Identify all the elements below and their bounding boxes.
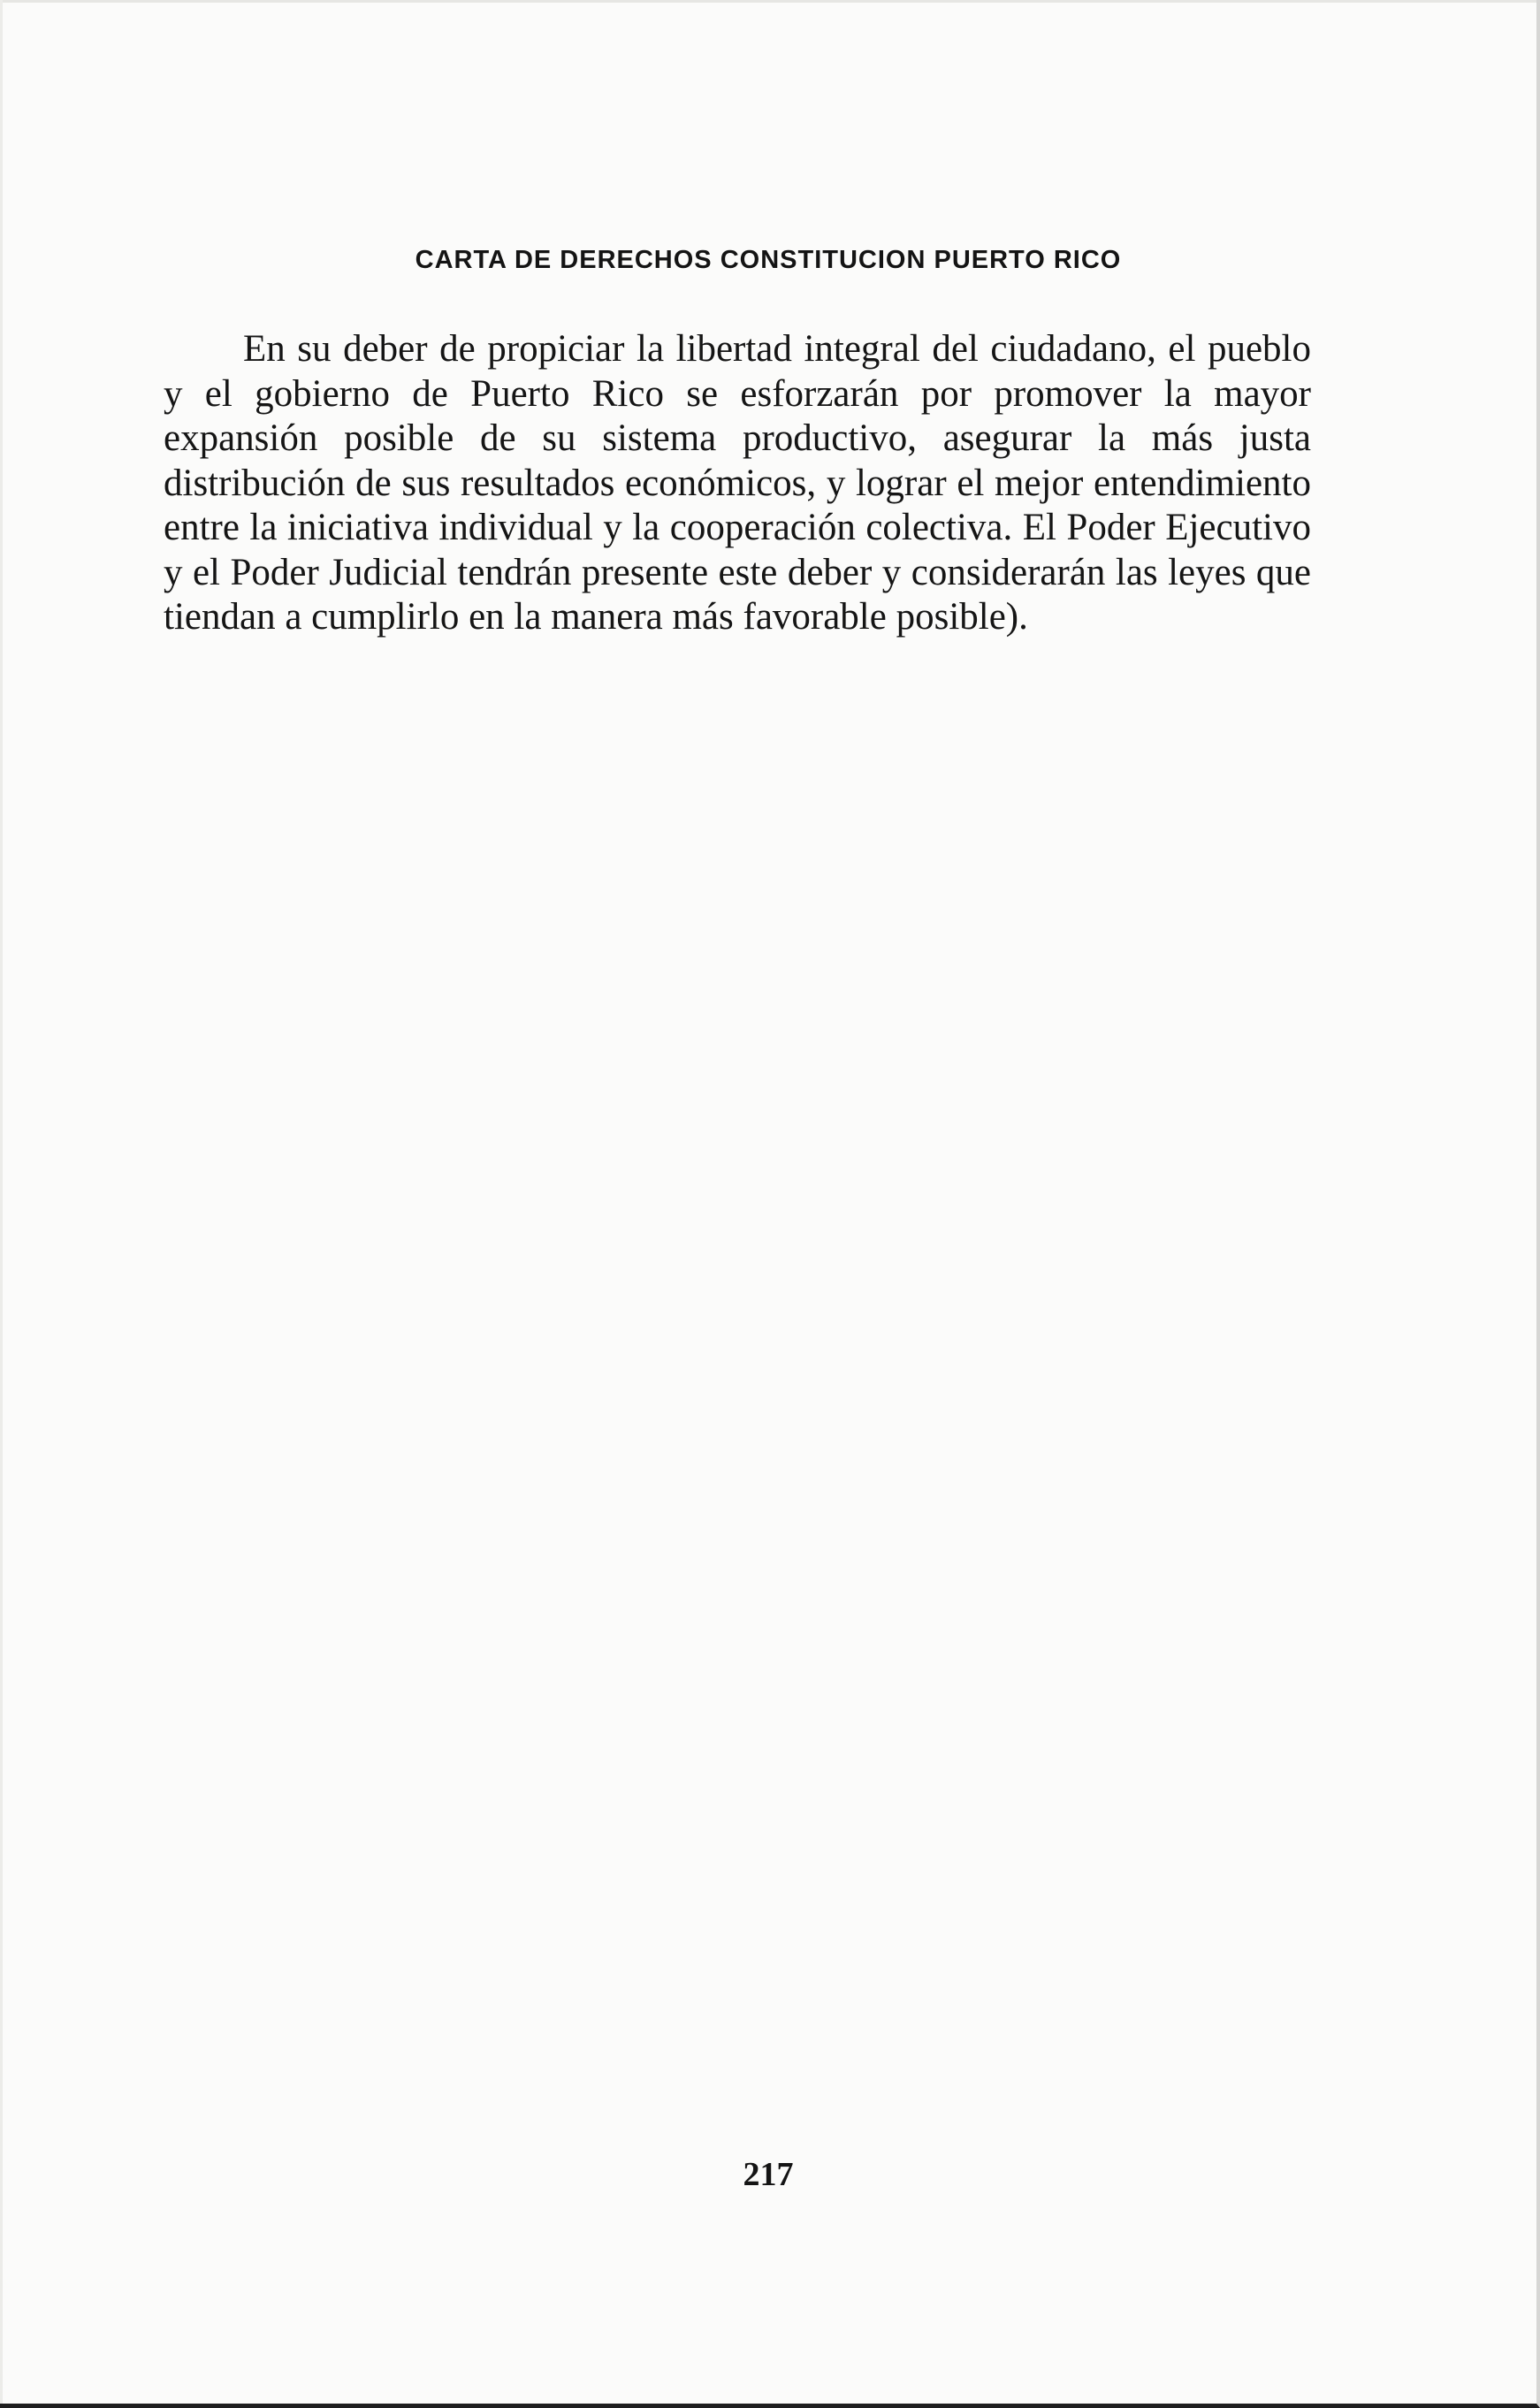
scan-edge-left	[0, 0, 3, 2404]
body-paragraph: En su deber de propiciar la libertad integral del ciudadano, el pueblo y el gobierno de Puerto Rico se esforzarán por promover la mayor expansión posible de su sistema productivo, asegurar la más justa distribución de sus resultados económicos, y lograr el mejor entendimiento entre la iniciativa individual y la cooperación colectiva. El Poder Ejecutivo y el Poder Judicial tendrán presente este deber y considerarán las leyes que tiendan a cumplirlo en la manera más favorable posible).	[164, 328, 1311, 638]
scan-edge-top	[0, 0, 1536, 3]
page-number: 217	[743, 2156, 794, 2193]
running-head: CARTA DE DERECHOS CONSTITUCION PUERTO RICO	[415, 246, 1122, 274]
